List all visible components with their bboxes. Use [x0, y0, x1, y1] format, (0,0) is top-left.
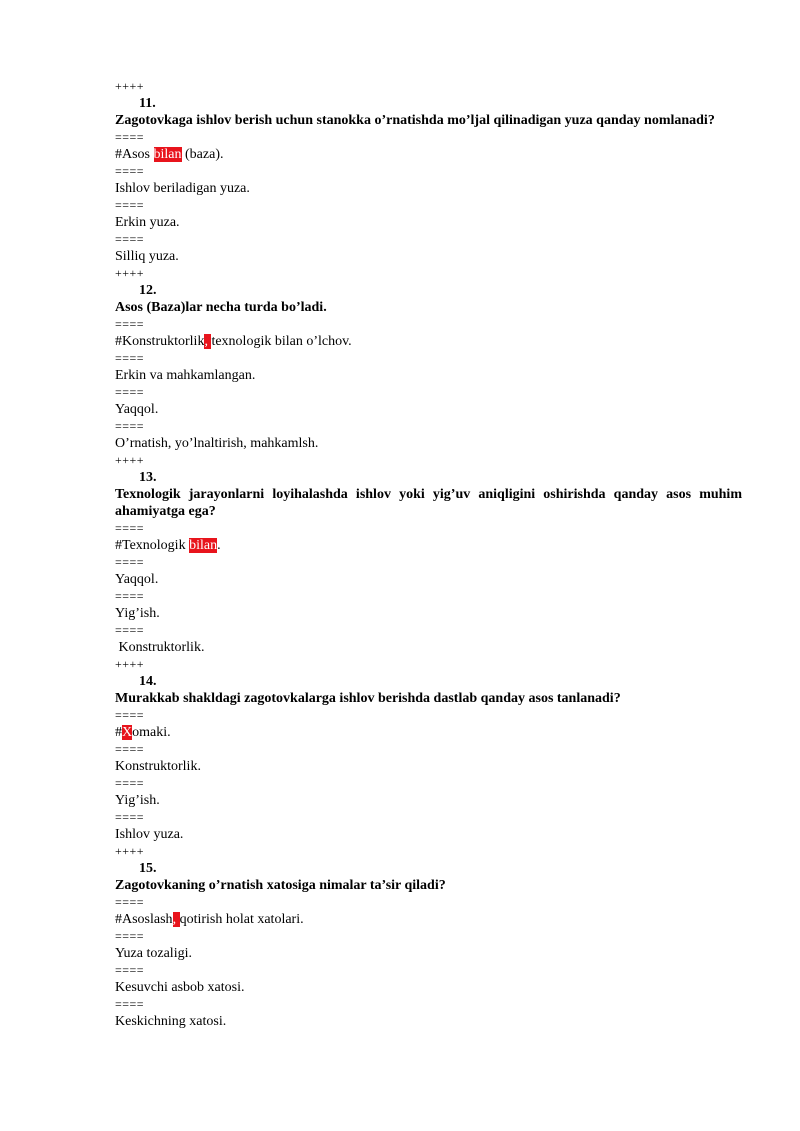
answer-option: O’rnatish, yo’lnaltirish, mahkamlsh. — [115, 436, 319, 451]
question-number: 14. — [139, 674, 157, 689]
answer-option: Konstruktorlik. — [115, 759, 201, 774]
question-separator: ++++ — [115, 266, 145, 280]
question-separator: ++++ — [115, 844, 145, 858]
answer-separator: ==== — [115, 895, 145, 909]
answer-option: Erkin yuza. — [115, 215, 180, 230]
answer-separator: ==== — [115, 742, 145, 756]
answer-separator: ==== — [115, 130, 145, 144]
answer-suffix: texnologik bilan o’lchov. — [211, 334, 352, 349]
highlighted-text: bilan — [189, 538, 218, 553]
answer-suffix: qotirish holat xatolari. — [179, 912, 304, 927]
answer-prefix: # — [115, 725, 122, 740]
question-text: Texnologik jarayonlarni loyihalashda ishlov yoki yig’uv aniqligini oshirishda qanday asos muhim ahamiyatga ega? — [115, 487, 742, 519]
question-block — [115, 452, 742, 656]
answer-option: Ishlov yuza. — [115, 827, 184, 842]
answer-separator: ==== — [115, 232, 145, 246]
answer-separator: ==== — [115, 997, 145, 1011]
question-text: Zagotovkaning o’rnatish xatosiga nimalar ta’sir qiladi? — [115, 878, 446, 893]
answer-separator: ==== — [115, 555, 145, 569]
answer-prefix: #Texnologik — [115, 538, 190, 553]
answer-separator: ==== — [115, 198, 145, 212]
answer-separator: ==== — [115, 623, 145, 637]
question-block — [115, 78, 742, 265]
correct-answer — [115, 333, 742, 350]
question-number: 15. — [139, 861, 157, 876]
answer-prefix: #Asoslash — [115, 912, 173, 927]
answer-prefix: #Konstruktorlik — [115, 334, 205, 349]
highlighted-text: , — [172, 912, 180, 927]
document-page — [115, 78, 742, 1030]
answer-option: Konstruktorlik. — [115, 640, 205, 655]
question-separator: ++++ — [115, 453, 145, 467]
answer-separator: ==== — [115, 351, 145, 365]
question-separator: ++++ — [115, 657, 145, 671]
highlighted-text: , — [204, 334, 212, 349]
answer-separator: ==== — [115, 810, 145, 824]
question-block — [115, 265, 742, 452]
question-number: 11. — [139, 96, 156, 111]
answer-prefix: #Asos — [115, 147, 154, 162]
question-block — [115, 843, 742, 1030]
answer-separator: ==== — [115, 589, 145, 603]
highlighted-text: X — [122, 725, 133, 740]
answer-option: Yaqqol. — [115, 402, 159, 417]
answer-separator: ==== — [115, 317, 145, 331]
question-number: 13. — [139, 470, 157, 485]
answer-option: Ishlov beriladigan yuza. — [115, 181, 250, 196]
answer-option: Yaqqol. — [115, 572, 159, 587]
answer-separator: ==== — [115, 929, 145, 943]
answer-separator: ==== — [115, 708, 145, 722]
answer-option: Kesuvchi asbob xatosi. — [115, 980, 245, 995]
correct-answer — [115, 724, 742, 741]
question-text: Zagotovkaga ishlov berish uchun stanokka o’rnatishda mo’ljal qilinadigan yuza qanday nomlanadi? — [115, 113, 715, 128]
answer-option: Erkin va mahkamlangan. — [115, 368, 256, 383]
answer-separator: ==== — [115, 164, 145, 178]
answer-option: Silliq yuza. — [115, 249, 179, 264]
answer-suffix: . — [217, 538, 221, 553]
answer-separator: ==== — [115, 776, 145, 790]
question-separator: ++++ — [115, 79, 145, 93]
correct-answer — [115, 146, 742, 163]
correct-answer — [115, 537, 742, 554]
answer-separator: ==== — [115, 385, 145, 399]
answer-separator: ==== — [115, 963, 145, 977]
question-text: Asos (Baza)lar necha turda bo’ladi. — [115, 300, 327, 315]
answer-option: Yig’ish. — [115, 606, 160, 621]
question-text: Murakkab shakldagi zagotovkalarga ishlov berishda dastlab qanday asos tanlanadi? — [115, 691, 621, 706]
answer-option: Yuza tozaligi. — [115, 946, 192, 961]
question-block — [115, 656, 742, 843]
answer-separator: ==== — [115, 419, 145, 433]
answer-option: Yig’ish. — [115, 793, 160, 808]
answer-separator: ==== — [115, 521, 145, 535]
correct-answer — [115, 911, 742, 928]
answer-suffix: (baza). — [181, 147, 224, 162]
highlighted-text: bilan — [153, 147, 182, 162]
answer-suffix: omaki. — [132, 725, 171, 740]
question-number: 12. — [139, 283, 157, 298]
answer-option: Keskichning xatosi. — [115, 1014, 227, 1029]
